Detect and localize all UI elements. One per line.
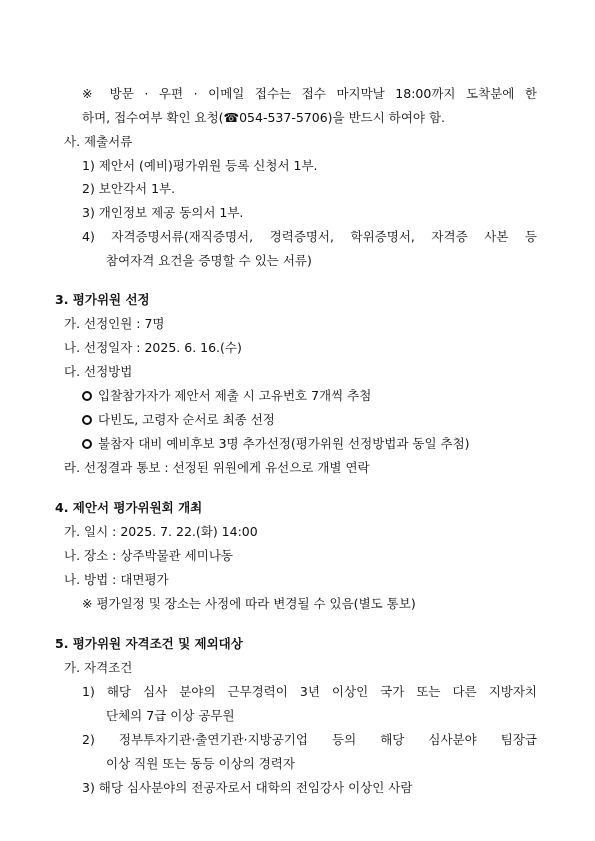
selection-bullet-2 [82,412,275,428]
section-5-item-3: 3) 해당 심사분야의 전공자로서 대학의 전임강사 이상인 사람 [82,780,413,795]
top-note-line-2: 하며, 접수여부 확인 요청(☎054-537-5706)을 반드시 하여야 함. [82,110,446,125]
section-4-title: 4. 제안서 평가위원회 개최 [55,500,203,515]
selection-bullet-3 [82,436,470,452]
documents-item-2: 2) 보안각서 1부. [82,181,176,196]
top-note-line-1: ※ 방문 · 우편 · 이메일 접수는 접수 마지막날 18:00까지 도착분에 한 [82,86,537,101]
documents-item-4: 4) 자격증명서류(재직증명서, 경력증명서, 학위증명서, 자격증 사본 등 [82,229,537,244]
circle-bullet-icon [82,415,92,425]
documents-item-3: 3) 개인정보 제공 동의서 1부. [82,205,244,220]
section-4-item-na: 나. 장소 : 상주박물관 세미나동 [64,548,233,563]
section-3-item-ga: 가. 선정인원 : 7명 [64,316,165,331]
documents-item-4-continued: 참여자격 요건을 증명할 수 있는 서류) [106,253,312,268]
documents-title: 사. 제출서류 [64,134,133,149]
selection-bullet-2-text: 다빈도, 고령자 순서로 최종 선정 [98,412,275,427]
section-5-subtitle: 가. 자격조건 [64,660,133,675]
section-5-item-1-continued: 단체의 7급 이상 공무원 [106,708,235,723]
section-5-item-1: 1) 해당 심사 분야의 근무경력이 3년 이상인 국가 또는 다른 지방자치 [82,684,537,699]
selection-bullet-1-text: 입찰참가자가 제안서 제출 시 고유번호 7개씩 추첨 [98,388,372,403]
section-5-item-2: 2) 정부투자기관·출연기관·지방공기업 등의 해당 심사분야 팀장급 [82,732,537,747]
section-3-item-ra: 라. 선정결과 통보 : 선정된 위원에게 유선으로 개별 연락 [64,460,370,475]
section-3-item-na: 나. 선정일자 : 2025. 6. 16.(수) [64,340,242,355]
selection-bullet-3-text: 불참자 대비 예비후보 3명 추가선정(평가위원 선정방법과 동일 추첨) [98,436,470,451]
selection-bullet-1 [82,388,371,404]
section-4-note: ※ 평가일정 및 장소는 사정에 따라 변경될 수 있음(별도 통보) [82,596,416,611]
section-3-title: 3. 평가위원 선정 [55,292,150,307]
circle-bullet-icon [82,391,92,401]
section-3-item-da: 다. 선정방법 [64,364,133,379]
documents-item-1: 1) 제안서 (예비)평가위원 등록 신청서 1부. [82,158,318,173]
section-5-item-2-continued: 이상 직원 또는 동등 이상의 경력자 [106,756,295,771]
section-4-item-method: 나. 방법 : 대면평가 [64,572,169,587]
circle-bullet-icon [82,439,92,449]
section-4-item-ga: 가. 일시 : 2025. 7. 22.(화) 14:00 [64,524,258,539]
section-5-title: 5. 평가위원 자격조건 및 제외대상 [55,636,243,651]
